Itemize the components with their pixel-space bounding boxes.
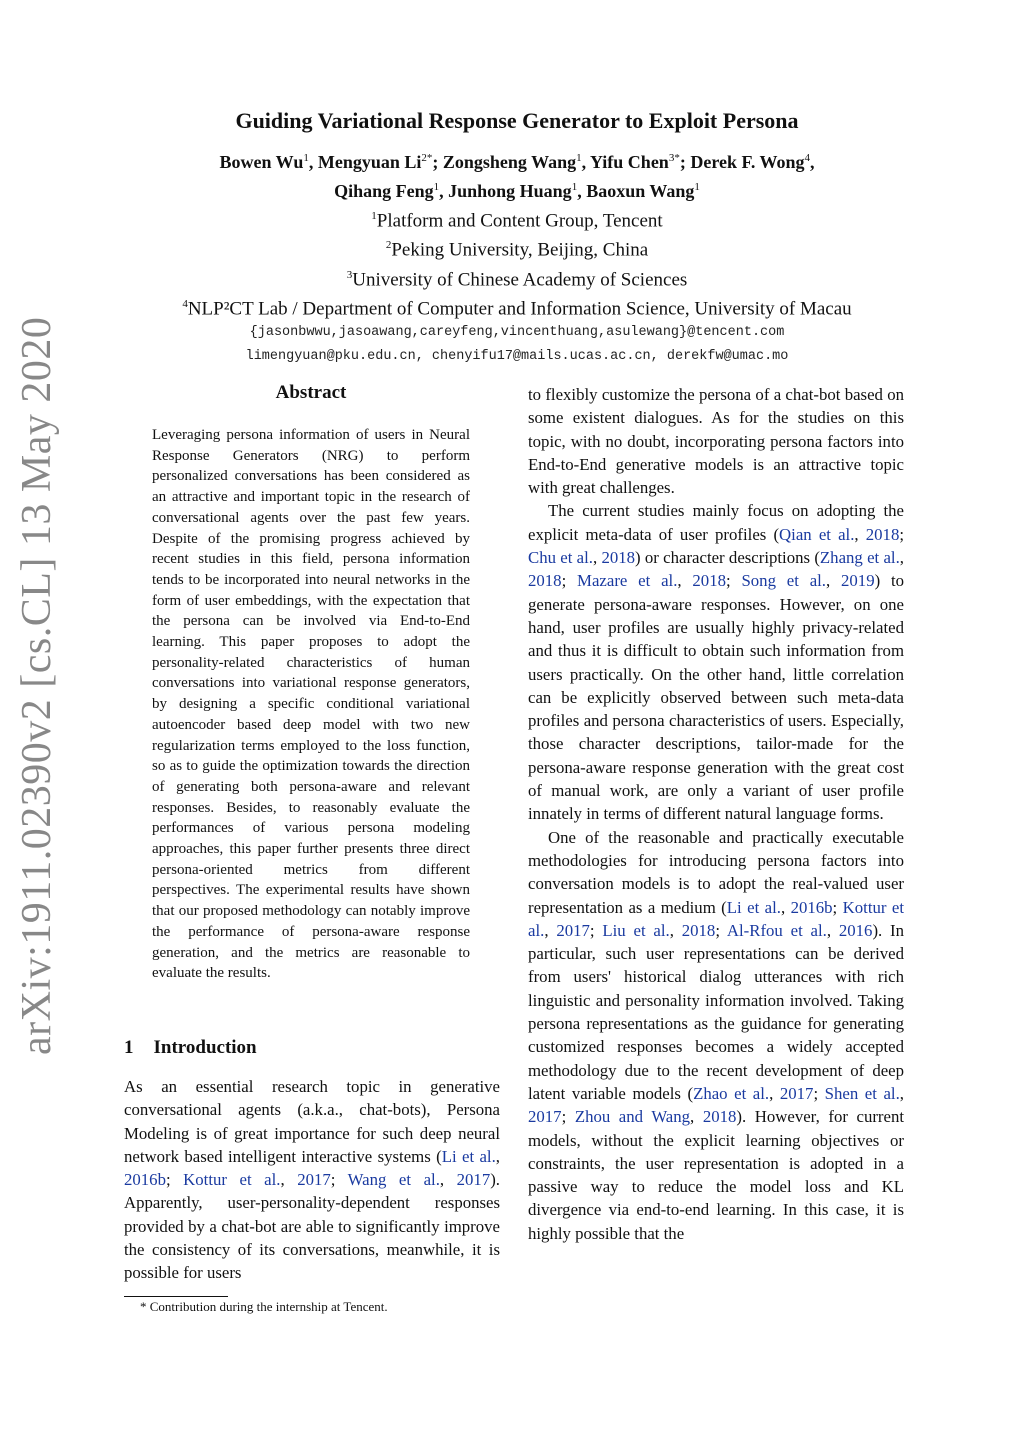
- author-name: Yifu Chen: [589, 152, 669, 172]
- text-run: ;: [832, 897, 843, 917]
- citation-link[interactable]: Zhou and Wang: [574, 1107, 691, 1127]
- affiliation-mark: 4: [182, 297, 188, 310]
- citation-link[interactable]: Qian et al.: [779, 524, 855, 544]
- text-run: ,: [899, 1083, 904, 1103]
- citation-link[interactable]: Kottur et al.: [528, 897, 904, 940]
- text-run: ,: [544, 920, 557, 940]
- author-name: Bowen Wu: [219, 152, 304, 172]
- text-run: ,: [780, 897, 791, 917]
- email-line-2: limengyuan@pku.edu.cn, chenyifu17@mails.ucas.ac.cn, derekfw@umac.mo: [245, 349, 789, 365]
- citation-link[interactable]: Mazare et al.: [577, 571, 678, 591]
- citation-link[interactable]: 2016b: [790, 897, 833, 917]
- paper-header: [120, 108, 914, 369]
- author-separator: ;: [432, 152, 443, 172]
- text-run: ;: [813, 1083, 825, 1103]
- author-separator: ,: [308, 152, 318, 172]
- affiliation-mark: 3: [346, 268, 353, 281]
- author-affiliation-mark: 1: [303, 152, 309, 164]
- author-list-line-1: [120, 146, 914, 175]
- affiliation-text: University of Chinese Academy of Sciences: [352, 268, 688, 290]
- text-run: ). However, for current models, without the explicit learning objectives or constraints, the user representation is adopted in a passive way to reduce the model loss and KL divergence via end-to-end learning. In this case, it is highly possible that the: [528, 1107, 905, 1243]
- text-run: ,: [690, 1107, 703, 1127]
- text-run: The current studies mainly focus on adopting the explicit meta-data of user profiles (: [528, 501, 904, 544]
- citation-link[interactable]: Zhao et al.: [693, 1083, 770, 1103]
- text-run: ,: [592, 548, 602, 568]
- author-name: Derek F. Wong: [690, 152, 805, 172]
- citation-link[interactable]: Zhang et al.: [819, 548, 900, 568]
- citation-link[interactable]: 2016b: [124, 1170, 166, 1190]
- section-heading-introduction: [124, 1037, 257, 1059]
- citation-link[interactable]: 2018: [528, 571, 562, 591]
- author-separator: ,: [439, 181, 449, 201]
- citation-link[interactable]: Li et al.: [441, 1146, 496, 1166]
- author-affiliation-mark: 3*: [668, 152, 680, 164]
- text-run: ,: [769, 1083, 780, 1103]
- introduction-paragraph-left: [124, 1075, 500, 1285]
- citation-link[interactable]: 2018: [702, 1107, 737, 1127]
- text-run: ,: [854, 524, 866, 544]
- citation-link[interactable]: 2017: [779, 1083, 814, 1103]
- citation-link[interactable]: 2018: [681, 920, 716, 940]
- affiliation-line: [120, 263, 914, 292]
- text-run: ;: [561, 1107, 575, 1127]
- arxiv-identifier-stamp: arXiv:1911.02390v2 [cs.CL] 13 May 2020: [14, 316, 60, 1055]
- author-affiliation-mark: 1: [433, 181, 440, 193]
- paper-title: Guiding Variational Response Generator to Exploit Persona: [235, 108, 799, 133]
- citation-link[interactable]: Wang et al.: [347, 1170, 440, 1190]
- abstract-heading: Abstract: [275, 382, 347, 403]
- text-run: ,: [677, 571, 693, 591]
- text-run: ,: [495, 1146, 500, 1166]
- footnote-mark: *: [140, 1299, 147, 1314]
- text-run: ). In particular, such user representations can be derived from users' historical dialog utterances with rich linguistic and personality information involved. Taking persona representations as the guidance for generating customized responses becomes a widely accepted methodology due to the recent development of deep latent variable models (: [528, 920, 905, 1103]
- text-run: ;: [725, 571, 742, 591]
- citation-link[interactable]: 2018: [692, 571, 726, 591]
- paragraph: [528, 826, 904, 1245]
- paragraph: [528, 499, 904, 825]
- text-run: ,: [439, 1170, 457, 1190]
- citation-link[interactable]: 2017: [456, 1170, 491, 1190]
- author-name: Zongsheng Wang: [442, 152, 577, 172]
- text-run: ). Apparently, user-personality-dependent responses provided by a chat-bot are able to significantly improve the consistency of its conversations, meanwhile, it is possible for users: [124, 1170, 500, 1283]
- affiliation-text: Peking University, Beijing, China: [391, 239, 649, 261]
- author-affiliation-mark: 1: [571, 181, 578, 193]
- affiliation-line: [120, 292, 914, 321]
- right-column-text: [528, 383, 904, 1245]
- citation-link[interactable]: Liu et al.: [602, 920, 670, 940]
- footnote-text: Contribution during the internship at Tencent.: [146, 1299, 388, 1314]
- footnote-divider: [124, 1296, 228, 1297]
- affiliation-text: Platform and Content Group, Tencent: [376, 210, 663, 232]
- citation-link[interactable]: Li et al.: [726, 897, 781, 917]
- text-run: ,: [826, 920, 839, 940]
- text-run: to flexibly customize the persona of a chat-bot based on some existent dialogues. As for the studies on this topic, with no doubt, incorporating persona factors into End-to-End generative models is an attractive topic with great challenges.: [528, 385, 904, 498]
- citation-link[interactable]: Shen et al.: [824, 1083, 900, 1103]
- author-name: Junhong Huang: [448, 181, 572, 201]
- citation-link[interactable]: 2016: [838, 920, 873, 940]
- text-run: ;: [589, 920, 603, 940]
- text-run: ;: [715, 920, 727, 940]
- citation-link[interactable]: 2018: [865, 524, 900, 544]
- abstract-body: Leveraging persona information of users in Neural Response Generators (NRG) to perform personalized conversations has been considered as an attractive and important topic in the research of conversational agents over the past few years. Despite of the promising progress achieved by recent studies in this field, persona information tends to be incorporated into neural networks in the form of user embeddings, with the expectation that the persona can be involved via End-to-End learning. This paper proposes to adopt the personality-related characteristics of human conversations into variational response generators, by designing a specific conditional variational autoencoder based deep model with two new regularization terms employed to the loss function, so as to guide the optimization towards the direction of generating both persona-aware and relevant responses. Besides, to reasonably evaluate the performances of various persona modeling approaches, this paper further presents three direct persona-oriented metrics from different perspectives. The experimental results have shown that our proposed methodology can notably improve the performance of persona-aware response generation, and the metrics are reasonable to evaluate the results.: [152, 427, 470, 982]
- affiliation-mark: 2: [385, 239, 392, 252]
- affiliation-list: [120, 204, 914, 321]
- text-run: ,: [826, 571, 842, 591]
- citation-link[interactable]: 2017: [556, 920, 590, 940]
- text-run: As an essential research topic in generative conversational agents (a.k.a., chat-bots), Persona Modeling is of great importance for such deep neural network based intelligent interactive systems (: [124, 1077, 500, 1166]
- affiliation-line: [120, 204, 914, 233]
- text-run: ) or character descriptions (: [635, 548, 820, 568]
- text-run: ) to generate persona-aware responses. However, on one hand, user profiles are usually highly privacy-related and thus it is difficult to obtain such information from users practically. On the other hand, little correlation can be explicitly observed between such meta-data profiles and persona characteristics of users. Especially, those character descriptions, tailor-made for the persona-aware response generation with the great cost of manual work, are only a variant of user profile innately in terms of different natural language forms.: [528, 571, 905, 824]
- text-run: ,: [280, 1170, 298, 1190]
- author-name: Qihang Feng: [334, 181, 434, 201]
- citation-link[interactable]: 2017: [528, 1107, 562, 1127]
- author-list-line-2: [120, 175, 914, 204]
- text-run: ;: [899, 524, 904, 544]
- author-separator: ,: [810, 152, 815, 172]
- text-run: ;: [165, 1170, 184, 1190]
- author-affiliation-mark: 4: [804, 152, 811, 164]
- text-run: ,: [669, 920, 682, 940]
- affiliation-text: NLP²CT Lab / Department of Computer and Information Science, University of Macau: [187, 298, 852, 320]
- text-run: ;: [330, 1170, 348, 1190]
- author-affiliation-mark: 1: [576, 152, 582, 164]
- affiliation-mark: 1: [371, 210, 377, 222]
- citation-link[interactable]: 2017: [297, 1170, 331, 1190]
- section-number: 1: [124, 1037, 134, 1058]
- email-line-1: {jasonbwwu,jasoawang,careyfeng,vincenthuang,asulewang}@tencent.com: [249, 325, 785, 341]
- author-name: Baoxun Wang: [586, 181, 695, 201]
- author-affiliation-mark: 2*: [421, 152, 433, 164]
- citation-link[interactable]: Kottur et al.: [183, 1170, 281, 1190]
- citation-link[interactable]: Song et al.: [741, 571, 826, 591]
- author-separator: ,: [581, 152, 590, 172]
- author-separator: ,: [577, 181, 587, 201]
- author-affiliation-mark: 1: [694, 181, 700, 193]
- section-title: Introduction: [153, 1037, 257, 1058]
- citation-link[interactable]: Chu et al.: [528, 548, 593, 568]
- text-run: ,: [899, 548, 904, 568]
- author-name: Mengyuan Li: [317, 152, 422, 172]
- citation-link[interactable]: Al-Rfou et al.: [726, 920, 827, 940]
- footnote: [140, 1299, 388, 1315]
- citation-link[interactable]: 2019: [841, 571, 875, 591]
- citation-link[interactable]: 2018: [601, 548, 636, 568]
- text-run: One of the reasonable and practically executable methodologies for introducing persona factors into conversation models is to adopt the real-valued user representation as a medium (: [528, 827, 904, 917]
- paragraph: [528, 383, 904, 499]
- author-separator: ;: [679, 152, 691, 172]
- text-run: ;: [561, 571, 578, 591]
- affiliation-line: [120, 233, 914, 262]
